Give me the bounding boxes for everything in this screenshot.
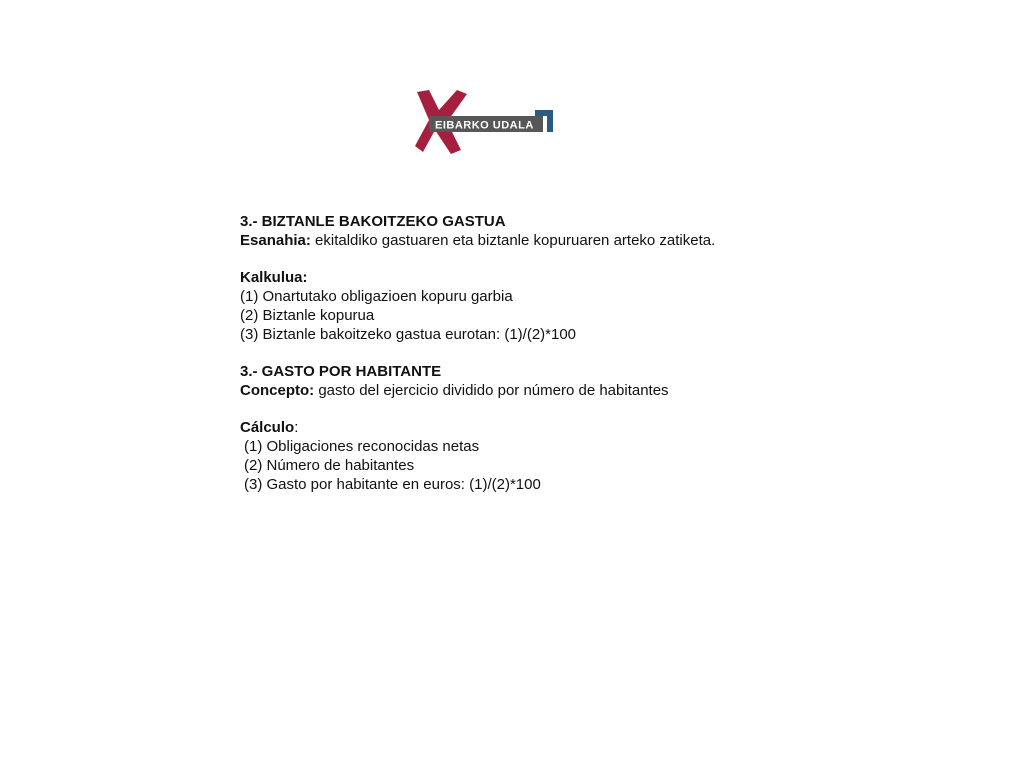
spanish-concept-label: Concepto:: [240, 382, 315, 399]
basque-meaning-label: Esanahia:: [240, 232, 311, 249]
spanish-calc: [240, 418, 860, 437]
basque-item: (1) Onartutako obligazioen kopuru garbia: [240, 288, 513, 305]
basque-meaning: [240, 231, 860, 250]
spanish-concept: [240, 381, 860, 400]
basque-meaning-text: ekitaldiko gastuaren eta biztanle kopuruaren arteko zatiketa.: [310, 232, 716, 249]
spanish-calc-label: Cálculo: [240, 419, 295, 436]
spanish-calc-colon: :: [294, 419, 299, 436]
logo-text: EIBARKO UDALA: [435, 119, 534, 132]
basque-item: (3) Biztanle bakoitzeko gastua eurotan: (1)/(2)*100: [240, 326, 577, 343]
spanish-item: (2) Número de habitantes: [244, 457, 415, 474]
spanish-concept-text: gasto del ejercicio dividido por número de habitantes: [314, 382, 669, 399]
document-content: [240, 212, 860, 494]
spanish-heading: 3.- GASTO POR HABITANTE: [240, 363, 442, 380]
spanish-item: (1) Obligaciones reconocidas netas: [244, 438, 480, 455]
basque-item: (2) Biztanle kopurua: [240, 307, 375, 324]
spanish-item: (3) Gasto por habitante en euros: (1)/(2)*100: [244, 476, 541, 493]
basque-calc-label: Kalkulua:: [240, 269, 308, 286]
eibarko-udala-logo: [413, 88, 555, 156]
basque-heading: 3.- BIZTANLE BAKOITZEKO GASTUA: [240, 213, 506, 230]
